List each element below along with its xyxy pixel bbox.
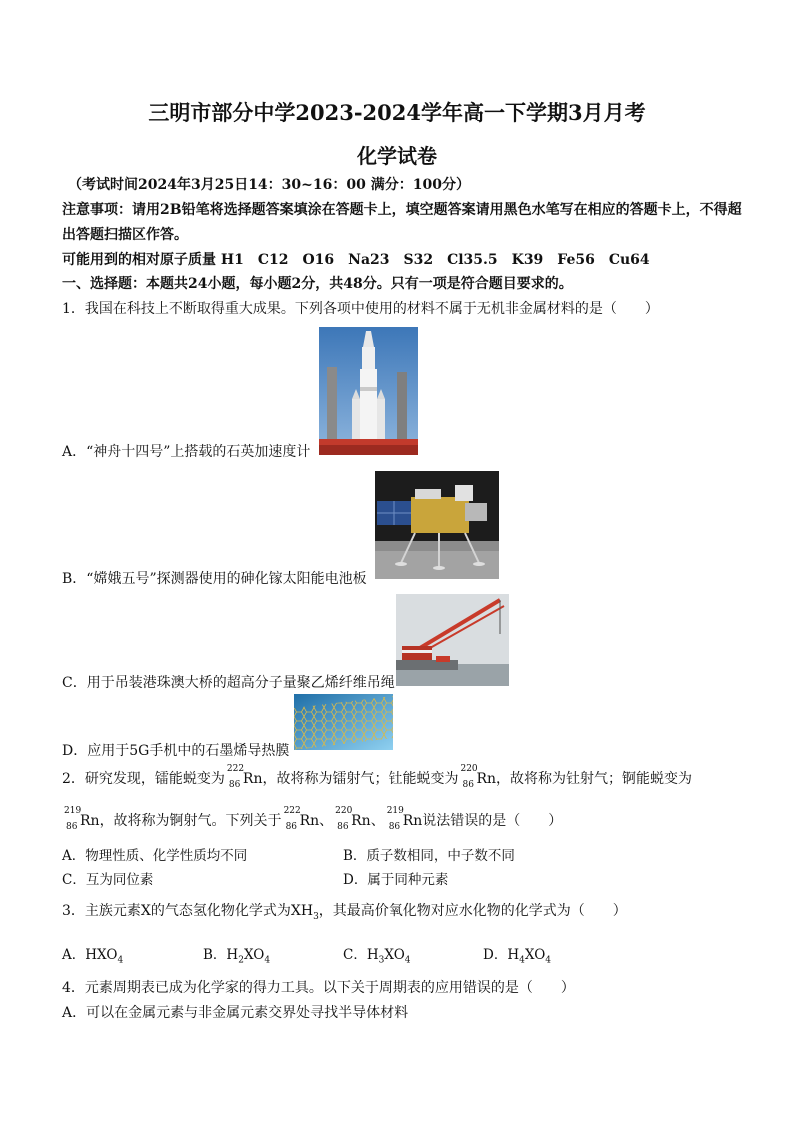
question-2-option-d: D．属于同种元素 [343,872,449,888]
question-3-stem: 3．主族元素X的气态氢化物化学式为$XH_3$，其最高价氧化物对应水化物的化学式为（ ） [62,903,627,922]
section-heading: 一、选择题：本题共24小题，每小题2分，共48分。只有一项是符合题目要求的。 [62,276,573,292]
exam-notice: 注意事项：请用2B铅笔将选择题答案填涂在答题卡上，填空题答案请用黑色水笔写在相应的答题卡上，不得超出答题扫描区作答。 [62,202,742,243]
isotope-rn-219-b: 219 86 Rn [386,806,423,832]
isotope-rn-222-b: 222 86 Rn [283,806,320,832]
rocket-image [319,327,418,455]
question-1-stem: 1．我国在科技上不断取得重大成果。下列各项中使用的材料不属于无机非金属材料的是（ ） [62,301,659,317]
question-1-option-c: C．用于吊装港珠澳大桥的超高分子量聚乙烯纤维吊绳 [62,675,395,691]
question-1-option-b: B．“嫦娥五号”探测器使用的砷化镓太阳能电池板 [62,571,367,587]
question-1-option-d: D．应用于5G手机中的石墨烯导热膜 [62,743,290,759]
atomic-masses: 可能用到的相对原子质量 H1 C12 O16 Na23 S32 Cl35.5 K39 Fe56 Cu64 [62,252,650,268]
question-2-option-a: A．物理性质、化学性质均不同 [62,848,248,864]
page-subtitle: 化学试卷 [357,144,437,168]
page-title: 三明市部分中学2023-2024学年高一下学期3月月考 [148,100,646,125]
isotope-rn-219: 219 86 Rn [64,806,100,832]
question-1-option-a: A．“神舟十四号”上搭载的石英加速度计 [62,444,311,460]
isotope-rn-220-b: 220 86 Rn [335,806,371,832]
question-2-stem-line-2: 219 86 Rn，故将称为锕射气。下列关于 222 86 Rn、 220 86 Rn、 219 86 Rn说法错误的是（ ） [64,806,563,832]
question-4-stem: 4．元素周期表已成为化学家的得力工具。以下关于周期表的应用错误的是（ ） [62,980,575,996]
crane-image [396,594,509,686]
question-2-text-5: 说法错误的是（ ） [422,813,563,829]
question-3-option-d: D．$H_4XO_4$ [483,947,552,966]
question-2-text-1: 2．研究发现，镭能蜕变为 [62,771,225,787]
question-2-stem-line-1 [62,764,693,790]
question-4-option-a: A．可以在金属元素与非金属元素交界处寻找半导体材料 [62,1005,409,1021]
question-3-option-c: C．$H_3XO_4$ [343,947,411,966]
question-2-text-2: ，故将称为镭射气；钍能蜕变为 [262,771,459,787]
question-3-option-b: B．$H_2XO_4$ [203,947,271,966]
question-2-text-3: ，故将称为钍射气；锕能蜕变为 [496,771,693,787]
lunar-probe-image [375,471,499,579]
question-2-option-b: B．质子数相同，中子数不同 [343,848,515,864]
question-3-option-a: A．$HXO_4$ [62,947,124,966]
question-2-option-c: C．互为同位素 [62,872,154,888]
graphene-image [294,694,393,750]
exam-info: （考试时间2024年3月25日14：30~16：00 满分：100分） [68,177,470,193]
question-2-text-4: ，故将称为锕射气。下列关于 [99,813,282,829]
isotope-rn-220: 220 86 Rn [460,764,497,790]
isotope-rn-222: 222 86 Rn [226,764,263,790]
